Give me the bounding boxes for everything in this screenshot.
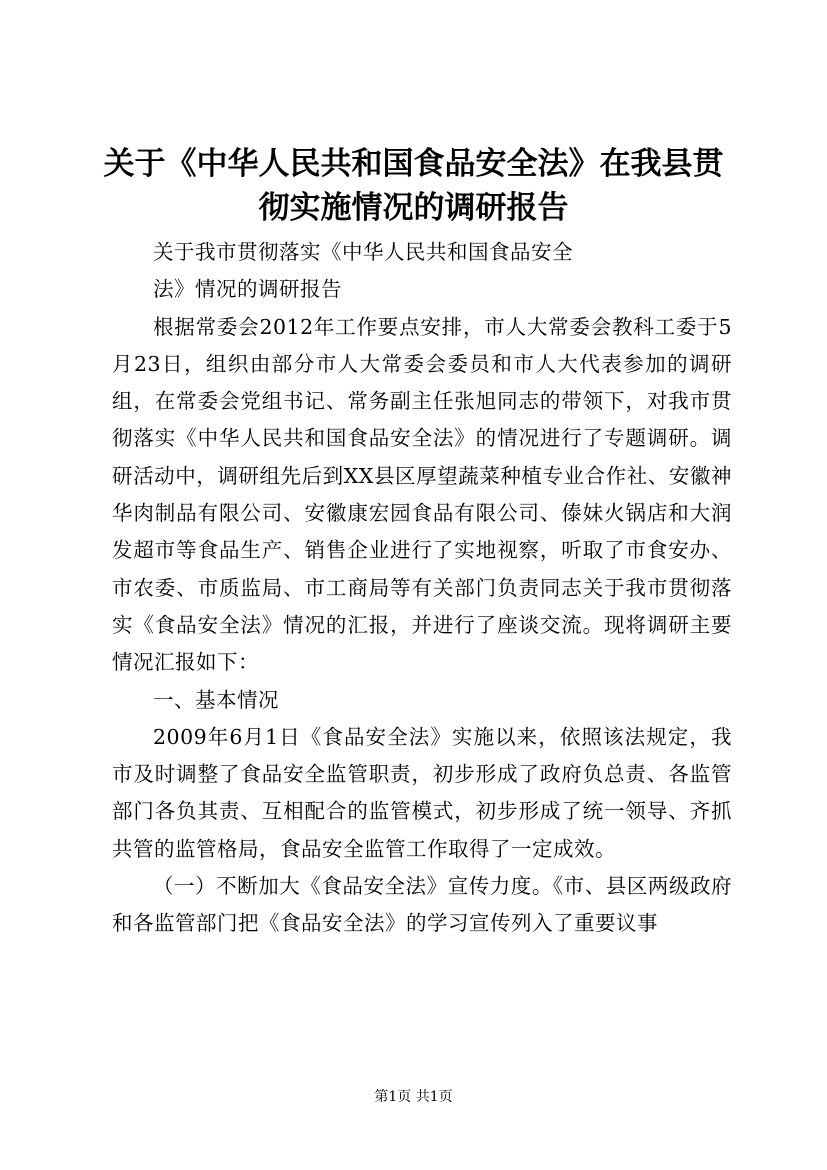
document-title: 关于《中华人民共和国食品安全法》在我县贯彻实施情况的调研报告 [103,146,724,226]
paragraph-publicity: （一）不断加大《食品安全法》宣传力度。《市、县区两级政府和各监管部门把《食品安全法》的学习宣传列入了重要议事 [112,874,732,936]
paragraph-subtitle-line2: 法》情况的调研报告 [153,277,342,302]
paragraph-basic-situation: 2009年6月1日《食品安全法》实施以来，依照该法规定，我市及时调整了食品安全监管职责，初步形成了政府负总责、各监管部门各负其责、互相配合的监管模式，初步形成了统一领导、齐抓共管的监管格局，食品安全监管工作取得了一定成效。 [112,724,732,861]
page-footer: 第1页 共1页 [374,1089,453,1105]
paragraph-intro: 根据常委会2012年工作要点安排，市人大常委会教科工委于5月23日，组织由部分市人大常委会委员和市人大代表参加的调研组，在常委会党组书记、常务副主任张旭同志的带领下，对我市贯彻落实《中华人民共和国食品安全法》的情况进行了专题调研。调研活动中，调研组先后到XX县区厚望蔬菜种植专业合作社、安徽神华肉制品有限公司、安徽康宏园食品有限公司、傣妹火锅店和大润发超市等食品生产、销售企业进行了实地视察，听取了市食安办、市农委、市质监局、市工商局等有关部门负责同志关于我市贯彻落实《食品安全法》情况的汇报，并进行了座谈交流。现将调研主要情况汇报如下： [112,314,732,675]
paragraph-subtitle-line1: 关于我市贯彻落实《中华人民共和国食品安全 [153,240,573,264]
section-heading-basic: 一、基本情况 [153,687,279,712]
document-body [112,234,732,943]
